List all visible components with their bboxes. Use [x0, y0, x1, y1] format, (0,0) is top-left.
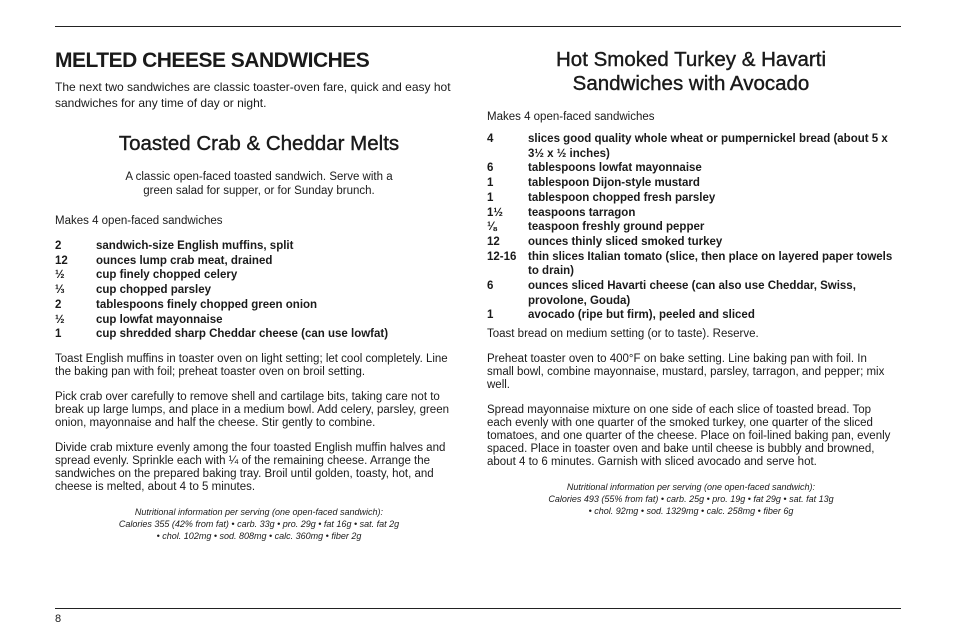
ingredient-item	[55, 268, 463, 283]
top-rule	[55, 26, 901, 27]
ingredient-text: teaspoon freshly ground pepper	[528, 221, 705, 234]
ingredient-item	[487, 250, 895, 279]
ingredient-qty: 12-16	[487, 250, 517, 263]
ingredient-qty: 1½	[487, 206, 503, 219]
ingredient-text: tablespoons lowfat mayonnaise	[528, 162, 702, 175]
instruction-step: Pick crab over carefully to remove shell and cartilage bits, taking care not to break up large lumps, and place in a medium bowl. Add celery, parsley, green onion, mayonnaise and half the cheese. Stir gently to combine.	[55, 390, 449, 429]
ingredient-text: avocado (ripe but firm), peeled and sliced	[528, 309, 755, 322]
ingredient-list-crab	[55, 239, 463, 342]
ingredient-text: tablespoons finely chopped green onion	[96, 298, 318, 311]
ingredient-item	[487, 161, 895, 176]
ingredient-qty: 12	[487, 235, 500, 248]
nutrition-info	[487, 481, 895, 517]
ingredient-text: tablespoon chopped fresh parsley	[528, 191, 716, 204]
ingredient-text: cup chopped parsley	[96, 284, 212, 297]
ingredient-qty: ½	[55, 313, 65, 326]
bottom-rule	[55, 608, 901, 609]
ingredient-item	[487, 206, 895, 221]
ingredient-qty: ½	[55, 269, 65, 282]
ingredient-text: cup lowfat mayonnaise	[96, 313, 223, 326]
nutrition-heading: Nutritional information per serving (one open-faced sandwich):	[566, 482, 816, 493]
ingredient-text: ounces lump crab meat, drained	[96, 254, 273, 267]
nutrition-values: • chol. 102mg • sod. 808mg • calc. 360mg • fiber 2g	[156, 530, 362, 541]
ingredient-qty: 1	[487, 309, 494, 322]
ingredient-text: teaspoons tarragon	[528, 206, 636, 219]
nutrition-values: Calories 493 (55% from fat) • carb. 25g • pro. 19g • fat 29g • sat. fat 13g	[548, 494, 834, 505]
recipe-title-line: Hot Smoked Turkey & Havarti	[555, 48, 826, 71]
ingredient-qty: 4	[487, 133, 494, 145]
ingredient-qty: 1	[55, 328, 62, 341]
ingredient-list-turkey	[487, 132, 895, 323]
ingredient-item	[55, 254, 463, 269]
yield-text: Makes 4 open-faced sandwiches	[55, 215, 223, 227]
instruction-step: Divide crab mixture evenly among the four toasted English muffin halves and spread evenly. Sprinkle each with ¼ of the remaining cheese. Arrange the sandwiches on the prepared baking tray. Broil until golden, toasty, hot, and cheese is melted, about 4 to 5 minutes.	[55, 441, 446, 493]
ingredient-item	[487, 191, 895, 206]
recipe-description: A classic open-faced toasted sandwich. Serve with a green salad for supper, or for Sunday brunch.	[125, 171, 393, 197]
ingredient-text: ounces sliced Havarti cheese (can also use Cheddar, Swiss, provolone, Gouda)	[528, 280, 856, 307]
ingredient-qty: 6	[487, 162, 494, 175]
ingredient-qty: 1	[487, 177, 494, 190]
nutrition-info	[55, 506, 463, 542]
instruction-step: Spread mayonnaise mixture on one side of each slice of toasted bread. Top each evenly with one quarter of the smoked turkey, one quarter of the sliced tomatoes, and one quarter of the cheese. Place on foil-lined baking pan, evenly spaced. Place in toaster oven and bake until cheese is bubbly and browned, about 4 to 6 minutes. Garnish with sliced avocado and serve hot.	[487, 404, 891, 469]
instruction-step: Toast English muffins in toaster oven on light setting; let cool completely. Line the baking pan with foil; preheat toaster oven on broil setting.	[55, 352, 448, 378]
nutrition-values: Calories 355 (42% from fat) • carb. 33g • pro. 29g • fat 16g • sat. fat 2g	[118, 518, 400, 529]
ingredient-item	[487, 176, 895, 191]
section-title: MELTED CHEESE SANDWICHES	[55, 49, 370, 72]
recipe-title-turkey	[487, 48, 895, 96]
ingredient-text: thin slices Italian tomato (slice, then place on layered paper towels to drain)	[528, 250, 893, 278]
ingredient-item	[55, 327, 463, 342]
ingredient-item	[487, 308, 895, 323]
section-intro: The next two sandwiches are classic toaster-oven fare, quick and easy hot sandwiches for any time of day or night.	[55, 80, 451, 110]
ingredient-qty: 2	[55, 240, 62, 252]
ingredient-item	[487, 132, 895, 161]
right-column	[487, 48, 895, 517]
ingredient-item	[55, 298, 463, 313]
ingredient-qty: ⅛	[487, 221, 497, 234]
ingredient-qty: 2	[55, 298, 62, 311]
ingredient-item	[55, 239, 463, 254]
left-column	[55, 50, 463, 542]
yield-text: Makes 4 open-faced sandwiches	[487, 111, 655, 123]
ingredient-qty: ⅓	[55, 284, 65, 297]
ingredient-qty: 1	[487, 191, 494, 204]
ingredient-qty: 12	[55, 254, 68, 267]
nutrition-heading: Nutritional information per serving (one open-faced sandwich):	[134, 506, 384, 517]
recipe-title-line: Sandwiches with Avocado	[572, 72, 810, 95]
ingredient-text: tablespoon Dijon-style mustard	[528, 177, 700, 190]
ingredient-item	[55, 313, 463, 328]
ingredient-text: sandwich-size English muffins, split	[96, 240, 294, 252]
ingredient-text: slices good quality whole wheat or pumpernickel bread (about 5 x 3½ x ½ inches)	[528, 133, 888, 160]
page-number: 8	[55, 613, 62, 625]
ingredient-qty: 6	[487, 280, 494, 293]
nutrition-values: • chol. 92mg • sod. 1329mg • calc. 258mg • fiber 6g	[588, 506, 794, 517]
ingredient-item	[487, 220, 895, 235]
ingredient-item	[487, 279, 895, 308]
instruction-step: Toast bread on medium setting (or to taste). Reserve.	[487, 328, 759, 341]
instruction-step: Preheat toaster oven to 400°F on bake setting. Line baking pan with foil. In small bowl, combine mayonnaise, mustard, parsley, tarragon, and pepper; mix well.	[487, 353, 885, 392]
recipe-title-crab: Toasted Crab & Cheddar Melts	[118, 132, 400, 155]
ingredient-text: cup shredded sharp Cheddar cheese (can use lowfat)	[96, 328, 389, 341]
ingredient-item	[487, 235, 895, 250]
ingredient-item	[55, 283, 463, 298]
ingredient-text: ounces thinly sliced smoked turkey	[528, 235, 723, 248]
ingredient-text: cup finely chopped celery	[96, 269, 238, 282]
